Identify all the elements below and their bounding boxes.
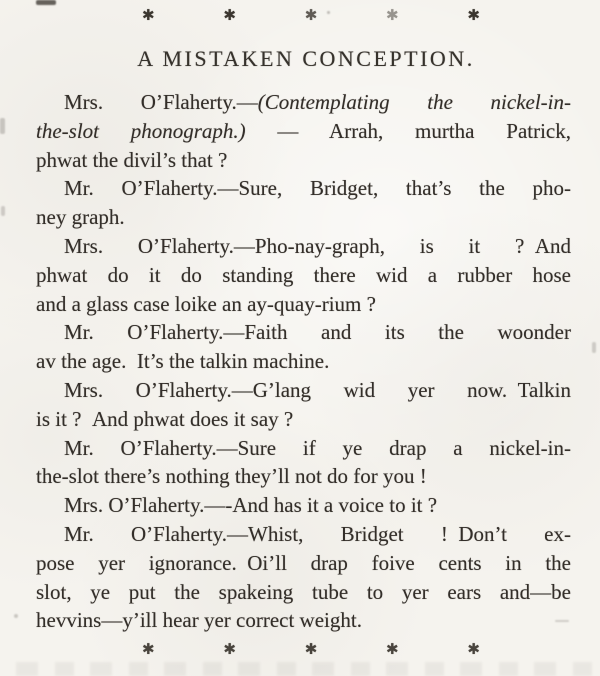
text-segment: is it ? And phwat does it say ? — [36, 406, 294, 431]
text-segment: phwat the divil’s that ? — [36, 147, 228, 172]
text-line — [36, 549, 571, 578]
text-segment: av the age. It’s the talkin machine. — [36, 349, 330, 374]
scan-artifact — [36, 0, 56, 5]
article-title: A MISTAKEN CONCEPTION. — [137, 46, 475, 71]
scan-artifact — [592, 342, 596, 353]
text-line — [36, 232, 571, 261]
text-segment: Mrs. O’Flaherty.— — [64, 90, 258, 114]
asterisk-ornament: ✱ — [142, 6, 155, 24]
asterisk-ornament: ✱ — [386, 640, 399, 658]
bleed-through-smudge — [0, 662, 600, 676]
text-segment: and a glass case loike an ay-quay-rium ? — [36, 291, 376, 316]
text-line — [36, 405, 571, 434]
text-line — [36, 462, 571, 491]
text-line — [36, 290, 571, 319]
asterisk-ornament: ✱ — [467, 640, 480, 658]
asterisk-ornament: ✱ — [304, 6, 318, 24]
text-line — [36, 174, 571, 203]
text-segment: pose yer ignorance. Oi’ll drap foive cents in the — [36, 550, 571, 575]
scan-artifact — [327, 11, 330, 14]
text-line — [36, 434, 571, 463]
scan-artifact — [555, 620, 569, 622]
text-line — [36, 117, 571, 146]
text-segment: Mrs. O’Flaherty.—Pho-nay-graph, is it ? And — [64, 233, 571, 258]
text-segment: — Arrah, murtha Patrick, — [245, 118, 572, 143]
stage-direction-text: (Contemplating the nickel-in- — [257, 90, 571, 114]
text-line — [36, 261, 571, 290]
text-line — [36, 520, 571, 549]
text-segment: ney graph. — [36, 205, 125, 230]
asterisk-ornament: ✱ — [467, 6, 480, 24]
text-segment: the-slot there’s nothing they’ll not do for you ! — [36, 464, 427, 489]
asterisk-ornament: ✱ — [386, 6, 399, 24]
text-line — [36, 347, 571, 376]
asterisk-ornament: ✱ — [223, 6, 236, 24]
text-line — [36, 578, 571, 607]
text-line — [36, 491, 571, 520]
text-segment: slot, ye put the spakeing tube to yer ears and—be — [36, 579, 571, 604]
text-segment: Mr. O’Flaherty.—Faith and its the woonder — [64, 320, 571, 345]
scan-artifact — [0, 118, 5, 134]
asterisk-ornament: ✱ — [142, 640, 155, 658]
text-line — [36, 318, 571, 347]
article-body — [36, 88, 571, 635]
text-line — [36, 376, 571, 405]
asterisk-ornament: ✱ — [304, 640, 318, 658]
asterisk-ornament: ✱ — [223, 640, 236, 658]
text-segment: Mr. O’Flaherty.—Sure if ye drap a nickel-in- — [64, 435, 571, 460]
text-line — [36, 606, 571, 635]
scan-artifact — [1, 206, 5, 216]
scan-artifact — [14, 614, 18, 618]
text-line — [36, 88, 571, 117]
ornament-row-top — [142, 6, 480, 24]
text-line — [36, 203, 571, 232]
text-segment: Mr. O’Flaherty.—Whist, Bridget ! Don’t ex- — [64, 521, 571, 546]
text-segment: hevvins—y’ill hear yer correct weight. — [36, 608, 362, 633]
text-segment: phwat do it do standing there wid a rubber hose — [36, 262, 571, 287]
text-line — [36, 146, 571, 175]
text-segment: Mrs. O’Flaherty.—-And has it a voice to it ? — [64, 493, 438, 518]
text-segment: Mrs. O’Flaherty.—G’lang wid yer now. Talkin — [64, 377, 571, 402]
ornament-row-bottom — [142, 640, 480, 658]
text-segment: Mr. O’Flaherty.—Sure, Bridget, that’s the pho- — [64, 176, 571, 201]
stage-direction-text: the-slot phonograph.) — [36, 118, 246, 143]
